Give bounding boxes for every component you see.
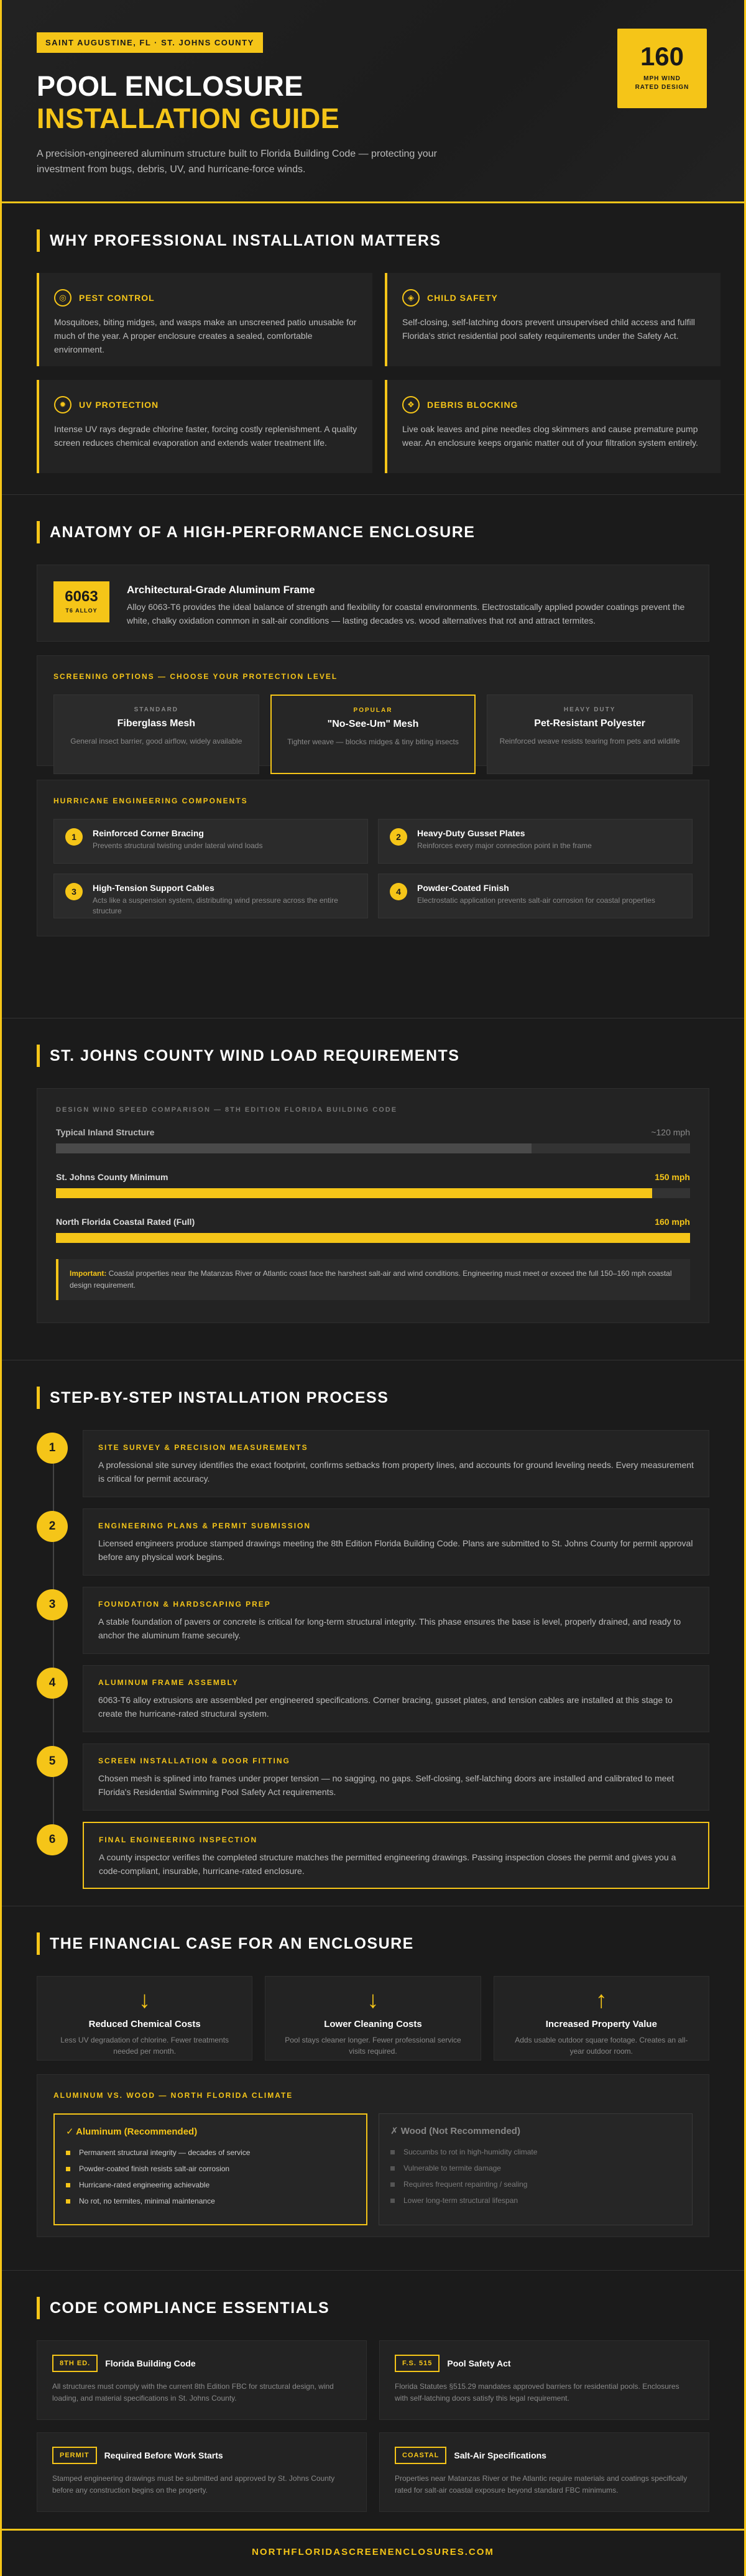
list-item: Vulnerable to termite damage xyxy=(390,2160,681,2176)
code-card xyxy=(37,2340,367,2420)
step-text: A professional site survey identifies the exact footprint, confirms setbacks from property lines, and accounts for ground leveling needs. Every measurement is critical for permit accuracy. xyxy=(98,1460,694,1484)
screen-option-standard xyxy=(53,695,259,774)
why-heading xyxy=(37,229,709,252)
wind-row xyxy=(56,1127,690,1153)
wind-section xyxy=(2,1018,744,1360)
alloy-badge xyxy=(53,581,109,622)
wind-rating-number: 160 xyxy=(640,42,684,71)
component-title: High-Tension Support Cables xyxy=(93,883,214,893)
bug-icon: ◎ xyxy=(54,289,71,307)
code-card-title: Florida Building Code xyxy=(105,2358,196,2368)
screen-tag: STANDARD xyxy=(134,706,179,713)
wind-bar-fill xyxy=(56,1233,690,1243)
wind-heading xyxy=(37,1045,709,1067)
code-card-text: Properties near Matanzas River or the Atlantic require materials and coatings specifically rated for salt-air coastal exposure beyond standard FBC minimums. xyxy=(395,2474,688,2495)
why-card-pest xyxy=(37,273,372,366)
step-text: A stable foundation of pavers or concrete is critical for long-term structural integrity. This phase ensures the base is level, properly drained, and ready to anchor the aluminum frame securely. xyxy=(98,1617,681,1640)
wind-bar-track xyxy=(56,1143,690,1153)
financial-section xyxy=(2,1906,744,2271)
step-item xyxy=(37,1822,709,1889)
component-desc: Reinforces every major connection point in the frame xyxy=(417,841,592,850)
step-title: FINAL ENGINEERING INSPECTION xyxy=(99,1835,258,1844)
heading-accent-bar xyxy=(37,2297,40,2319)
code-badge: PERMIT xyxy=(52,2447,97,2464)
hero-subtitle: A precision-engineered aluminum structure built to Florida Building Code — protecting your investment from bugs, debris, UV, and hurricane-force winds. xyxy=(37,149,437,175)
step-item xyxy=(37,1430,709,1497)
why-card-uv xyxy=(37,380,372,473)
heading-accent-bar xyxy=(37,229,40,252)
component-item xyxy=(378,874,693,918)
component-title: Heavy-Duty Gusset Plates xyxy=(417,828,525,838)
wind-panel xyxy=(37,1088,709,1323)
why-card-title: PEST CONTROL xyxy=(79,293,155,303)
why-card-text: Self-closing, self-latching doors prevent unsupervised child access and fulfill Florida's strict residential pool safety requirements under the Safety Act. xyxy=(402,317,695,341)
step-card-final xyxy=(83,1822,709,1889)
code-card-title: Required Before Work Starts xyxy=(104,2450,223,2460)
step-title: ALUMINUM FRAME ASSEMBLY xyxy=(98,1678,239,1687)
component-title: Reinforced Corner Bracing xyxy=(93,828,204,838)
screen-desc: General insect barrier, good airflow, widely available xyxy=(70,737,242,746)
code-section xyxy=(2,2271,744,2531)
component-desc: Acts like a suspension system, distributing wind pressure across the entire structure xyxy=(93,896,338,915)
wind-row xyxy=(56,1217,690,1243)
wind-note xyxy=(56,1259,690,1300)
component-number: 3 xyxy=(65,883,83,900)
step-item xyxy=(37,1508,709,1576)
wind-rating-badge xyxy=(617,29,707,108)
heading-accent-bar xyxy=(37,521,40,543)
code-title: CODE COMPLIANCE ESSENTIALS xyxy=(50,2299,330,2317)
financial-card-desc: Adds usable outdoor square footage. Creates an all-year outdoor room. xyxy=(515,2036,688,2056)
alloy-number: 6063 xyxy=(65,588,98,605)
wind-bar-fill xyxy=(56,1188,652,1198)
wind-row-value: 160 mph xyxy=(655,1217,690,1227)
anatomy-title: ANATOMY OF A HIGH-PERFORMANCE ENCLOSURE xyxy=(50,523,476,541)
screen-name: Fiberglass Mesh xyxy=(117,718,196,729)
heading-accent-bar xyxy=(37,1387,40,1409)
step-card xyxy=(83,1743,709,1811)
financial-card-desc: Less UV degradation of chlorine. Fewer treatments needed per month. xyxy=(60,2036,229,2056)
code-grid xyxy=(37,2340,709,2512)
screen-desc: Reinforced weave resists tearing from pets and wildlife xyxy=(499,737,680,746)
wind-row-label: St. Johns County Minimum xyxy=(56,1172,168,1182)
code-card-text: Stamped engineering drawings must be submitted and approved by St. Johns County before any construction begins on the property. xyxy=(52,2474,335,2495)
arrow-up-icon: ↑ xyxy=(595,1987,607,2013)
components-panel xyxy=(37,780,709,936)
code-badge: 8TH ED. xyxy=(52,2355,98,2372)
anatomy-section xyxy=(2,495,744,1018)
financial-heading xyxy=(37,1932,709,1955)
screen-tag: HEAVY DUTY xyxy=(563,706,616,713)
financial-card-title: Lower Cleaning Costs xyxy=(324,2019,422,2029)
wind-bar-track xyxy=(56,1188,690,1198)
step-text: Chosen mesh is splined into frames under proper tension — no sagging, no gaps. Self-closing, self-latching doors are installed and calibrated to meet Florida's Residential Swimming Pool Safety Act requirements. xyxy=(98,1773,675,1797)
step-number: 5 xyxy=(37,1746,68,1777)
component-number: 2 xyxy=(390,828,407,846)
note-label: Important: xyxy=(70,1269,107,1278)
list-item: Succumbs to rot in high-humidity climate xyxy=(390,2144,681,2160)
screen-tag: POPULAR xyxy=(353,707,393,714)
wood-title: ✗ Wood (Not Recommended) xyxy=(390,2126,520,2136)
why-section xyxy=(2,203,744,495)
hero xyxy=(2,0,744,203)
heading-accent-bar xyxy=(37,1045,40,1067)
financial-card xyxy=(265,1976,481,2061)
aluminum-title: ✓ Aluminum (Recommended) xyxy=(66,2126,198,2137)
wind-row-label: North Florida Coastal Rated (Full) xyxy=(56,1217,195,1227)
page-title-line1: POOL ENCLOSURE xyxy=(37,70,303,102)
financial-card-title: Reduced Chemical Costs xyxy=(88,2019,201,2029)
why-card-child-safety xyxy=(385,273,721,366)
list-item: Powder-coated finish resists salt-air corrosion xyxy=(66,2161,355,2177)
financial-title: THE FINANCIAL CASE FOR AN ENCLOSURE xyxy=(50,1934,414,1952)
aluminum-box xyxy=(53,2113,367,2225)
screen-name: Pet-Resistant Polyester xyxy=(534,718,646,729)
step-text: A county inspector verifies the completed structure matches the permitted engineering drawings. Passing inspection closes the permit and gives you a code-compliant, insurable, hurricane-rated enclosure. xyxy=(99,1852,676,1876)
steps-section xyxy=(2,1360,744,1906)
comparison-title: ALUMINUM VS. WOOD — NORTH FLORIDA CLIMATE xyxy=(53,2091,293,2100)
step-card xyxy=(83,1430,709,1497)
step-title: ENGINEERING PLANS & PERMIT SUBMISSION xyxy=(98,1521,311,1530)
code-card-title: Pool Safety Act xyxy=(447,2358,511,2368)
component-number: 4 xyxy=(390,883,407,900)
screen-option-heavy-duty xyxy=(487,695,693,774)
steps-title: STEP-BY-STEP INSTALLATION PROCESS xyxy=(50,1388,389,1406)
footer-link[interactable]: NORTHFLORIDASCREENENCLOSURES.COM xyxy=(2,2531,744,2576)
screen-option-popular xyxy=(270,695,476,774)
why-card-title: CHILD SAFETY xyxy=(427,293,498,303)
why-card-text: Live oak leaves and pine needles clog skimmers and cause premature pump wear. An enclosure keeps organic matter out of your filtration system entirely. xyxy=(402,424,698,448)
sun-icon: ✹ xyxy=(54,396,71,413)
step-number: 1 xyxy=(37,1433,68,1464)
code-card-text: All structures must comply with the current 8th Edition FBC for structural design, wind loading, and material specifications in St. Johns County. xyxy=(52,2382,334,2403)
why-title: WHY PROFESSIONAL INSTALLATION MATTERS xyxy=(50,231,441,249)
anatomy-heading xyxy=(37,521,709,543)
note-text: Coastal properties near the Matanzas River or Atlantic coast face the harshest salt-air and wind conditions. Engineering must meet or exceed the full 150–160 mph coastal design requirement. xyxy=(70,1269,672,1290)
component-item xyxy=(53,819,368,864)
frame-title: Architectural-Grade Aluminum Frame xyxy=(127,584,315,596)
step-card xyxy=(83,1587,709,1654)
comparison-grid xyxy=(53,2113,693,2225)
step-title: SITE SURVEY & PRECISION MEASUREMENTS xyxy=(98,1443,308,1452)
step-card xyxy=(83,1665,709,1732)
wind-row xyxy=(56,1172,690,1198)
component-item xyxy=(53,874,368,918)
code-card-title: Salt-Air Specifications xyxy=(454,2450,546,2460)
step-number: 6 xyxy=(37,1824,68,1855)
wind-title: ST. JOHNS COUNTY WIND LOAD REQUIREMENTS xyxy=(50,1046,460,1064)
why-card-debris xyxy=(385,380,721,473)
leaf-icon: ❖ xyxy=(402,396,420,413)
screen-name: "No-See-Um" Mesh xyxy=(327,719,419,729)
wind-row-value: 150 mph xyxy=(655,1172,690,1182)
code-card xyxy=(379,2340,709,2420)
screening-options xyxy=(53,695,693,774)
step-number: 4 xyxy=(37,1668,68,1699)
wind-caption: DESIGN WIND SPEED COMPARISON — 8TH EDITION FLORIDA BUILDING CODE xyxy=(56,1106,398,1114)
list-item: Requires frequent repainting / sealing xyxy=(390,2176,681,2192)
component-desc: Electrostatic application prevents salt-air corrosion for coastal properties xyxy=(417,896,655,905)
component-item xyxy=(378,819,693,864)
step-text: Licensed engineers produce stamped drawings meeting the 8th Edition Florida Building Code. Plans are submitted to St. Johns County for permit approval before any physical work begins. xyxy=(98,1538,693,1562)
financial-card xyxy=(37,1976,252,2061)
financial-card-title: Increased Property Value xyxy=(545,2019,657,2029)
financial-card xyxy=(494,1976,709,2061)
code-card xyxy=(37,2432,367,2512)
list-item: Hurricane-rated engineering achievable xyxy=(66,2177,355,2193)
components-title: HURRICANE ENGINEERING COMPONENTS xyxy=(53,796,248,805)
code-card-text: Florida Statutes §515.29 mandates approved barriers for residential pools. Enclosures with self-latching doors satisfy this legal requirement. xyxy=(395,2382,679,2403)
frame-card xyxy=(37,565,709,642)
comparison-panel xyxy=(37,2074,709,2237)
financial-cards xyxy=(37,1976,709,2061)
heading-accent-bar xyxy=(37,1932,40,1955)
wind-row-value: ~120 mph xyxy=(651,1127,690,1137)
step-title: SCREEN INSTALLATION & DOOR FITTING xyxy=(98,1757,290,1765)
steps-list xyxy=(37,1430,709,1889)
why-card-title: DEBRIS BLOCKING xyxy=(427,400,518,410)
step-text: 6063-T6 alloy extrusions are assembled per engineered specifications. Corner bracing, gusset plates, and tension cables are installed at this stage to create the hurricane-rated structural system. xyxy=(98,1695,673,1719)
code-heading xyxy=(37,2297,709,2319)
why-card-text: Intense UV rays degrade chlorine faster, forcing costly replenishment. A quality screen reduces chemical evaporation and extends water treatment life. xyxy=(54,424,357,448)
arrow-down-icon: ↓ xyxy=(139,1987,151,2013)
why-grid xyxy=(37,273,709,473)
wood-box xyxy=(379,2113,693,2225)
steps-heading xyxy=(37,1387,709,1409)
step-number: 2 xyxy=(37,1511,68,1542)
component-title: Powder-Coated Finish xyxy=(417,883,509,893)
wind-row-label: Typical Inland Structure xyxy=(56,1127,155,1137)
step-item xyxy=(37,1587,709,1654)
page-title-line2: INSTALLATION GUIDE xyxy=(37,103,340,134)
step-number: 3 xyxy=(37,1589,68,1620)
location-badge: SAINT AUGUSTINE, FL · ST. JOHNS COUNTY xyxy=(37,32,263,53)
wind-bar-track xyxy=(56,1233,690,1243)
screen-desc: Tighter weave — blocks midges & tiny biting insects xyxy=(287,737,459,746)
why-card-title: UV PROTECTION xyxy=(79,400,159,410)
code-card xyxy=(379,2432,709,2512)
step-title: FOUNDATION & HARDSCAPING PREP xyxy=(98,1600,271,1609)
component-desc: Prevents structural twisting under lateral wind loads xyxy=(93,841,263,850)
list-item: Lower long-term structural lifespan xyxy=(390,2192,681,2209)
wind-rating-label: MPH WIND RATED DESIGN xyxy=(635,75,689,91)
alloy-sub: T6 ALLOY xyxy=(65,607,98,614)
screening-title: SCREENING OPTIONS — CHOOSE YOUR PROTECTION LEVEL xyxy=(53,672,338,681)
list-item: No rot, no termites, minimal maintenance xyxy=(66,2193,355,2209)
components-grid xyxy=(53,819,693,918)
code-badge: COASTAL xyxy=(395,2447,446,2464)
shield-icon: ◈ xyxy=(402,289,420,307)
step-item xyxy=(37,1743,709,1811)
step-card xyxy=(83,1508,709,1576)
arrow-down-icon: ↓ xyxy=(367,1987,379,2013)
wind-bar-fill xyxy=(56,1143,532,1153)
frame-text: Alloy 6063-T6 provides the ideal balance of strength and flexibility for coastal environments. Electrostatically applied powder coatings prevent the white, chalky oxidation common in salt-air conditions — lasting decades vs. wood alternatives that rot and attract termites. xyxy=(127,602,685,626)
screening-panel xyxy=(37,655,709,766)
code-badge: F.S. 515 xyxy=(395,2355,440,2372)
step-item xyxy=(37,1665,709,1732)
why-card-text: Mosquitoes, biting midges, and wasps make an unscreened patio unusable for much of the year. A proper enclosure creates a sealed, comfortable environment. xyxy=(54,317,357,354)
list-item: Permanent structural integrity — decades of service xyxy=(66,2144,355,2161)
financial-card-desc: Pool stays cleaner longer. Fewer professional service visits required. xyxy=(285,2036,461,2056)
component-number: 1 xyxy=(65,828,83,846)
